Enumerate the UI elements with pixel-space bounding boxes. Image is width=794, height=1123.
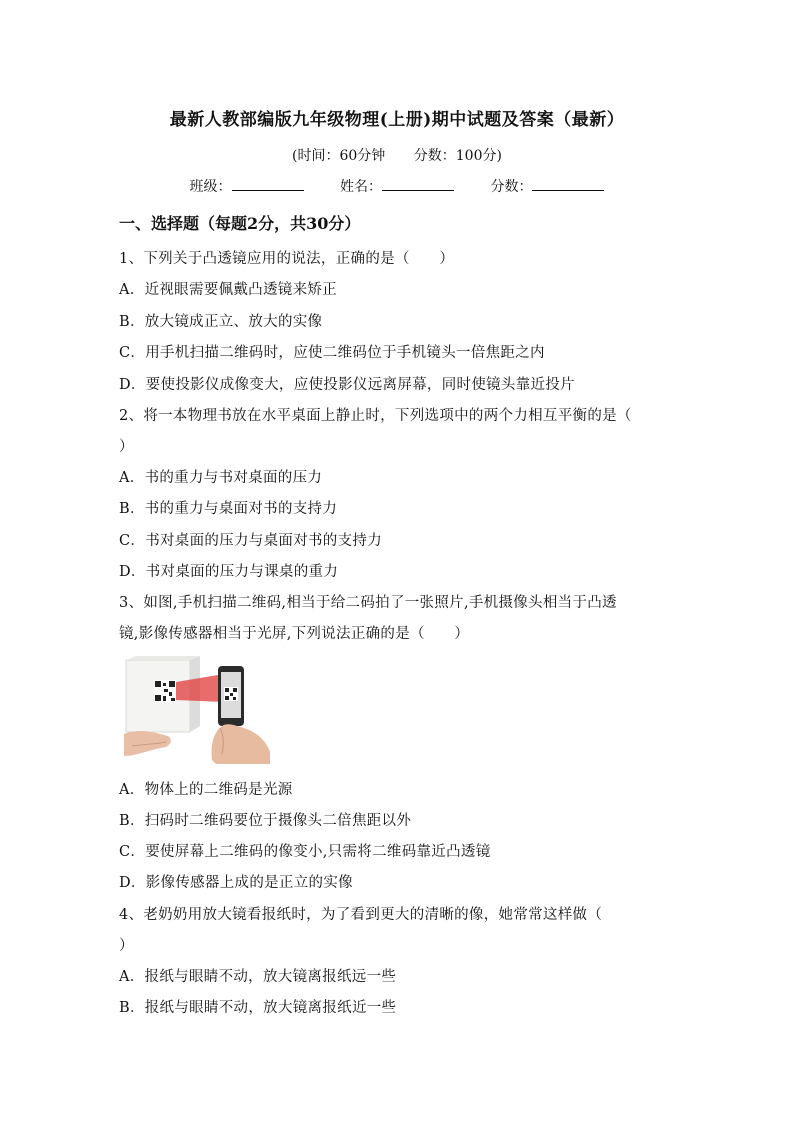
page-title: 最新人教部编版九年级物理(上册)期中试题及答案（最新） (169, 110, 625, 130)
score-label: 分数： (490, 179, 533, 195)
question-4-option-b: B．报纸与眼睛不动，放大镜离报纸近一些 (119, 1000, 397, 1016)
question-1-option-c: C．用手机扫描二维码时，应使二维码位于手机镜头一倍焦距之内 (119, 345, 545, 361)
question-1-option-d: D．要使投影仪成像变大，应使投影仪远离屏幕，同时使镜头靠近投片 (119, 377, 575, 393)
question-2-stem-cont: ） (119, 439, 134, 455)
question-3-option-b: B．扫码时二维码要位于摄像头二倍焦距以外 (119, 813, 412, 829)
left-hand (124, 731, 171, 756)
question-3-option-c: C．要使屏幕上二维码的像变小,只需将二维码靠近凸透镜 (119, 844, 491, 860)
question-2-option-c: C．书对桌面的压力与桌面对书的支持力 (119, 533, 382, 549)
qr-code-icon (154, 680, 176, 702)
qr-scan-figure (124, 656, 270, 764)
class-blank[interactable] (232, 176, 304, 191)
name-field[interactable] (340, 176, 454, 196)
score-field[interactable] (490, 176, 604, 196)
phone-qr-icon (224, 687, 238, 701)
class-field[interactable] (190, 176, 304, 196)
question-1-option-a: A．近视眼需要佩戴凸透镜来矫正 (119, 282, 337, 298)
question-2-stem: 2、将一本物理书放在水平桌面上静止时，下列选项中的两个力相互平衡的是（ (119, 408, 632, 424)
name-label: 姓名： (340, 179, 382, 195)
right-hand (211, 724, 270, 764)
time-limit: (时间：60分钟 (292, 148, 386, 164)
question-3-stem: 3、如图,手机扫描二维码,相当于给二码拍了一张照片,手机摄像头相当于凸透 (119, 595, 617, 611)
score-blank[interactable] (532, 176, 604, 191)
class-label: 班级： (189, 179, 232, 195)
section-heading: 一、选择题（每题2分，共30分） (119, 214, 361, 233)
name-blank[interactable] (382, 176, 454, 191)
question-1-option-b: B．放大镜成正立、放大的实像 (119, 314, 323, 330)
question-3-option-d: D．影像传感器上成的是正立的实像 (119, 875, 353, 891)
question-4-stem-cont: ） (119, 938, 134, 954)
qr-scan-illustration (124, 656, 270, 764)
box-top (126, 656, 200, 660)
total-score: 分数：100分) (413, 148, 502, 164)
question-1-stem: 1、下列关于凸透镜应用的说法，正确的是（ ） (119, 251, 455, 267)
question-2-option-d: D．书对桌面的压力与课桌的重力 (119, 564, 339, 580)
student-info-row (0, 176, 794, 196)
question-2-option-a: A．书的重力与书对桌面的压力 (119, 470, 323, 486)
question-3-stem-cont: 镜,影像传感器相当于光屏,下列说法正确的是（ ） (119, 626, 470, 642)
question-2-option-b: B．书的重力与桌面对书的支持力 (119, 501, 338, 517)
question-4-option-a: A．报纸与眼睛不动，放大镜离报纸远一些 (119, 969, 397, 985)
exam-meta (0, 145, 794, 165)
question-3-option-a: A．物体上的二维码是光源 (119, 782, 293, 798)
question-4-stem: 4、老奶奶用放大镜看报纸时，为了看到更大的清晰的像，她常常这样做（ (119, 907, 603, 923)
